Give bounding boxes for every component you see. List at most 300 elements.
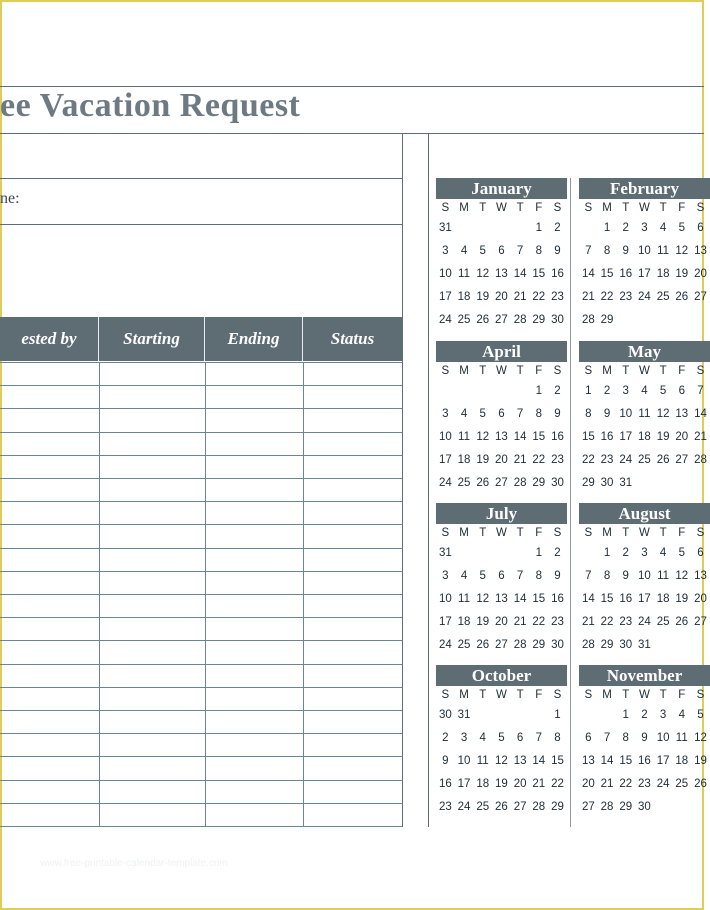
calendar-day[interactable]: 10 — [619, 408, 633, 420]
calendar-day[interactable]: 21 — [694, 431, 707, 443]
calendar-day[interactable]: 4 — [460, 408, 468, 420]
calendar-day[interactable]: 23 — [619, 616, 633, 628]
notes-field[interactable] — [0, 226, 400, 314]
calendar-day[interactable]: 3 — [622, 385, 629, 397]
calendar-day[interactable]: 25 — [675, 778, 689, 790]
table-cell[interactable] — [100, 804, 204, 825]
table-cell[interactable] — [206, 734, 302, 755]
table-cell[interactable] — [1, 757, 98, 778]
calendar-day[interactable]: 10 — [656, 732, 670, 744]
calendar-day[interactable]: 8 — [603, 245, 611, 257]
calendar-day[interactable]: 9 — [442, 755, 449, 767]
table-cell[interactable] — [304, 363, 401, 384]
table-cell[interactable] — [206, 572, 302, 593]
calendar-day[interactable]: 14 — [513, 431, 527, 443]
calendar-day[interactable]: 19 — [675, 593, 689, 605]
calendar-day[interactable]: 22 — [600, 291, 614, 303]
table-cell[interactable] — [100, 711, 204, 732]
table-cell[interactable] — [206, 641, 302, 662]
table-cell[interactable] — [1, 549, 98, 570]
calendar-day[interactable]: 28 — [513, 477, 527, 489]
calendar-day[interactable]: 14 — [532, 755, 546, 767]
calendar-day[interactable]: 19 — [476, 291, 490, 303]
calendar-day[interactable]: 18 — [656, 593, 670, 605]
calendar-day[interactable]: 28 — [581, 639, 595, 651]
calendar-day[interactable]: 15 — [600, 593, 614, 605]
calendar-day[interactable]: 20 — [581, 778, 595, 790]
table-cell[interactable] — [1, 433, 98, 454]
table-cell[interactable] — [1, 479, 98, 500]
calendar-day[interactable]: 22 — [532, 616, 546, 628]
calendar-day[interactable]: 26 — [495, 801, 508, 813]
calendar-day[interactable]: 22 — [532, 454, 546, 466]
calendar-day[interactable]: 2 — [554, 222, 561, 234]
calendar-day[interactable]: 28 — [513, 314, 527, 326]
table-cell[interactable] — [304, 409, 401, 430]
table-cell[interactable] — [1, 502, 98, 523]
calendar-day[interactable]: 26 — [694, 778, 707, 790]
calendar-day[interactable]: 16 — [438, 778, 452, 790]
table-cell[interactable] — [206, 549, 302, 570]
table-cell[interactable] — [206, 618, 302, 639]
calendar-day[interactable]: 11 — [675, 732, 688, 744]
calendar-day[interactable]: 3 — [641, 222, 648, 234]
table-cell[interactable] — [206, 456, 302, 477]
calendar-day[interactable]: 8 — [622, 732, 629, 744]
calendar-day[interactable]: 24 — [656, 778, 670, 790]
table-cell[interactable] — [206, 433, 302, 454]
table-cell[interactable] — [100, 757, 204, 778]
table-cell[interactable] — [100, 595, 204, 616]
calendar-day[interactable]: 20 — [513, 778, 527, 790]
calendar-day[interactable]: 31 — [457, 709, 471, 721]
calendar-day[interactable]: 12 — [476, 593, 490, 605]
calendar-day[interactable]: 6 — [498, 408, 505, 420]
calendar-day[interactable]: 5 — [479, 245, 486, 257]
calendar-day[interactable]: 6 — [516, 732, 524, 744]
calendar-day[interactable]: 23 — [619, 291, 633, 303]
calendar-day[interactable]: 13 — [495, 431, 508, 443]
calendar-day[interactable]: 21 — [581, 291, 595, 303]
calendar-day[interactable]: 11 — [657, 245, 670, 257]
calendar-day[interactable]: 23 — [438, 801, 452, 813]
table-cell[interactable] — [304, 433, 401, 454]
calendar-day[interactable]: 4 — [460, 245, 468, 257]
table-cell[interactable] — [100, 618, 204, 639]
calendar-day[interactable]: 25 — [476, 801, 490, 813]
calendar-day[interactable]: 1 — [603, 222, 611, 234]
calendar-day[interactable]: 9 — [641, 732, 648, 744]
calendar-day[interactable]: 28 — [581, 314, 595, 326]
calendar-day[interactable]: 22 — [581, 454, 595, 466]
calendar-day[interactable]: 23 — [551, 454, 564, 466]
calendar-day[interactable]: 31 — [438, 222, 452, 234]
calendar-day[interactable]: 15 — [581, 431, 595, 443]
table-cell[interactable] — [206, 804, 302, 825]
calendar-day[interactable]: 11 — [458, 431, 470, 443]
calendar-day[interactable]: 25 — [457, 639, 471, 651]
table-cell[interactable] — [206, 502, 302, 523]
calendar-day[interactable]: 12 — [675, 570, 689, 582]
calendar-day[interactable]: 24 — [438, 314, 452, 326]
table-cell[interactable] — [100, 641, 204, 662]
table-cell[interactable] — [100, 409, 204, 430]
calendar-day[interactable]: 4 — [659, 222, 667, 234]
calendar-day[interactable]: 14 — [581, 268, 595, 280]
calendar-day[interactable]: 13 — [495, 268, 508, 280]
table-cell[interactable] — [1, 409, 98, 430]
calendar-day[interactable]: 24 — [638, 616, 651, 628]
calendar-day[interactable]: 29 — [600, 314, 614, 326]
calendar-day[interactable]: 25 — [656, 291, 670, 303]
calendar-day[interactable]: 27 — [495, 477, 508, 489]
table-cell[interactable] — [100, 549, 204, 570]
calendar-day[interactable]: 20 — [495, 454, 508, 466]
calendar-day[interactable]: 27 — [675, 454, 689, 466]
calendar-day[interactable]: 5 — [479, 408, 486, 420]
calendar-day[interactable]: 5 — [678, 547, 685, 559]
calendar-day[interactable]: 1 — [554, 709, 561, 721]
table-cell[interactable] — [100, 433, 204, 454]
calendar-day[interactable]: 12 — [694, 732, 707, 744]
calendar-day[interactable]: 9 — [554, 408, 561, 420]
calendar-day[interactable]: 2 — [641, 709, 648, 721]
calendar-day[interactable]: 6 — [697, 222, 704, 234]
calendar-day[interactable]: 3 — [460, 732, 468, 744]
calendar-day[interactable]: 6 — [678, 385, 685, 397]
calendar-day[interactable]: 24 — [619, 454, 633, 466]
calendar-day[interactable]: 3 — [442, 245, 449, 257]
calendar-day[interactable]: 21 — [513, 616, 527, 628]
calendar-day[interactable]: 11 — [458, 268, 470, 280]
table-cell[interactable] — [1, 572, 98, 593]
table-cell[interactable] — [100, 734, 204, 755]
calendar-day[interactable]: 1 — [585, 385, 592, 397]
calendar-day[interactable]: 13 — [694, 245, 707, 257]
calendar-day[interactable]: 1 — [535, 222, 542, 234]
calendar-day[interactable]: 16 — [600, 431, 614, 443]
calendar-day[interactable]: 18 — [457, 291, 471, 303]
calendar-day[interactable]: 6 — [498, 245, 505, 257]
calendar-day[interactable]: 17 — [619, 431, 633, 443]
calendar-day[interactable]: 7 — [697, 385, 704, 397]
calendar-day[interactable]: 5 — [697, 709, 704, 721]
calendar-day[interactable]: 27 — [495, 314, 508, 326]
table-cell[interactable] — [304, 781, 401, 802]
calendar-day[interactable]: 15 — [532, 268, 546, 280]
calendar-day[interactable]: 24 — [438, 477, 452, 489]
calendar-day[interactable]: 7 — [585, 570, 592, 582]
calendar-day[interactable]: 17 — [438, 291, 452, 303]
calendar-day[interactable]: 12 — [476, 268, 490, 280]
calendar-day[interactable]: 12 — [675, 245, 689, 257]
calendar-day[interactable]: 2 — [554, 547, 561, 559]
calendar-day[interactable]: 15 — [532, 431, 546, 443]
calendar-day[interactable]: 9 — [603, 408, 611, 420]
calendar-day[interactable]: 29 — [581, 477, 595, 489]
table-cell[interactable] — [206, 781, 302, 802]
calendar-day[interactable]: 16 — [638, 755, 651, 767]
calendar-day[interactable]: 6 — [697, 547, 704, 559]
table-cell[interactable] — [206, 595, 302, 616]
table-cell[interactable] — [304, 665, 401, 686]
calendar-day[interactable]: 10 — [457, 755, 471, 767]
calendar-day[interactable]: 4 — [678, 709, 685, 721]
table-cell[interactable] — [304, 525, 401, 546]
calendar-day[interactable]: 28 — [600, 801, 614, 813]
calendar-day[interactable]: 11 — [476, 755, 489, 767]
calendar-day[interactable]: 27 — [694, 291, 707, 303]
calendar-day[interactable]: 5 — [678, 222, 685, 234]
calendar-day[interactable]: 30 — [438, 709, 452, 721]
calendar-day[interactable]: 3 — [442, 408, 449, 420]
calendar-day[interactable]: 13 — [581, 755, 595, 767]
calendar-day[interactable]: 19 — [476, 454, 490, 466]
calendar-day[interactable]: 8 — [535, 408, 542, 420]
calendar-day[interactable]: 7 — [585, 245, 592, 257]
table-cell[interactable] — [1, 688, 98, 709]
calendar-day[interactable]: 27 — [694, 616, 707, 628]
table-cell[interactable] — [1, 525, 98, 546]
calendar-day[interactable]: 25 — [638, 454, 651, 466]
calendar-day[interactable]: 14 — [513, 268, 527, 280]
calendar-day[interactable]: 20 — [694, 268, 707, 280]
table-cell[interactable] — [304, 618, 401, 639]
table-cell[interactable] — [304, 641, 401, 662]
table-cell[interactable] — [206, 688, 302, 709]
calendar-day[interactable]: 21 — [513, 454, 527, 466]
calendar-day[interactable]: 15 — [532, 593, 546, 605]
calendar-day[interactable]: 19 — [694, 755, 707, 767]
table-cell[interactable] — [1, 595, 98, 616]
table-cell[interactable] — [100, 456, 204, 477]
table-cell[interactable] — [304, 734, 401, 755]
table-cell[interactable] — [304, 688, 401, 709]
calendar-day[interactable]: 25 — [457, 477, 471, 489]
table-cell[interactable] — [100, 479, 204, 500]
table-cell[interactable] — [1, 641, 98, 662]
calendar-day[interactable]: 26 — [476, 314, 490, 326]
table-cell[interactable] — [304, 595, 401, 616]
calendar-day[interactable]: 30 — [551, 477, 564, 489]
calendar-day[interactable]: 27 — [495, 639, 508, 651]
calendar-day[interactable]: 19 — [675, 268, 689, 280]
calendar-day[interactable]: 5 — [479, 570, 486, 582]
calendar-day[interactable]: 31 — [638, 639, 651, 651]
calendar-day[interactable]: 21 — [532, 778, 546, 790]
table-cell[interactable] — [304, 386, 401, 407]
calendar-day[interactable]: 22 — [619, 778, 633, 790]
table-cell[interactable] — [100, 525, 204, 546]
calendar-day[interactable]: 10 — [438, 268, 452, 280]
calendar-day[interactable]: 27 — [513, 801, 527, 813]
calendar-day[interactable]: 31 — [438, 547, 452, 559]
calendar-day[interactable]: 18 — [656, 268, 670, 280]
calendar-day[interactable]: 23 — [551, 291, 564, 303]
table-cell[interactable] — [206, 386, 302, 407]
calendar-day[interactable]: 29 — [532, 314, 546, 326]
table-cell[interactable] — [304, 711, 401, 732]
calendar-day[interactable]: 16 — [551, 593, 564, 605]
calendar-day[interactable]: 22 — [600, 616, 614, 628]
calendar-day[interactable]: 18 — [476, 778, 490, 790]
calendar-day[interactable]: 12 — [656, 408, 670, 420]
calendar-day[interactable]: 28 — [532, 801, 546, 813]
calendar-day[interactable]: 4 — [641, 385, 648, 397]
calendar-day[interactable]: 5 — [659, 385, 667, 397]
table-cell[interactable] — [100, 688, 204, 709]
calendar-day[interactable]: 3 — [442, 570, 449, 582]
calendar-day[interactable]: 29 — [619, 801, 633, 813]
table-cell[interactable] — [1, 665, 98, 686]
calendar-day[interactable]: 11 — [638, 408, 651, 420]
calendar-day[interactable]: 13 — [694, 570, 707, 582]
calendar-day[interactable]: 29 — [532, 639, 546, 651]
calendar-day[interactable]: 30 — [551, 314, 564, 326]
calendar-day[interactable]: 23 — [551, 616, 564, 628]
calendar-day[interactable]: 25 — [457, 314, 471, 326]
table-cell[interactable] — [304, 757, 401, 778]
calendar-day[interactable]: 11 — [458, 593, 470, 605]
calendar-day[interactable]: 6 — [585, 732, 592, 744]
calendar-day[interactable]: 19 — [656, 431, 670, 443]
table-cell[interactable] — [206, 409, 302, 430]
calendar-day[interactable]: 14 — [581, 593, 595, 605]
calendar-day[interactable]: 11 — [657, 570, 670, 582]
calendar-day[interactable]: 2 — [622, 547, 629, 559]
calendar-day[interactable]: 4 — [479, 732, 486, 744]
calendar-day[interactable]: 31 — [619, 477, 633, 489]
table-cell[interactable] — [100, 386, 204, 407]
calendar-day[interactable]: 30 — [551, 639, 564, 651]
calendar-day[interactable]: 24 — [638, 291, 651, 303]
calendar-day[interactable]: 14 — [600, 755, 614, 767]
calendar-day[interactable]: 3 — [641, 547, 648, 559]
calendar-day[interactable]: 9 — [622, 245, 629, 257]
calendar-day[interactable]: 1 — [535, 385, 542, 397]
calendar-day[interactable]: 2 — [442, 732, 449, 744]
calendar-day[interactable]: 15 — [619, 755, 633, 767]
calendar-day[interactable]: 17 — [438, 454, 452, 466]
calendar-day[interactable]: 26 — [476, 477, 490, 489]
calendar-day[interactable]: 4 — [659, 547, 667, 559]
calendar-day[interactable]: 18 — [675, 755, 689, 767]
table-cell[interactable] — [100, 502, 204, 523]
calendar-day[interactable]: 15 — [600, 268, 614, 280]
calendar-day[interactable]: 2 — [554, 385, 561, 397]
table-cell[interactable] — [100, 572, 204, 593]
calendar-day[interactable]: 10 — [638, 245, 651, 257]
table-cell[interactable] — [304, 572, 401, 593]
calendar-day[interactable]: 12 — [476, 431, 490, 443]
calendar-day[interactable]: 8 — [535, 245, 542, 257]
table-cell[interactable] — [206, 363, 302, 384]
calendar-day[interactable]: 8 — [554, 732, 561, 744]
calendar-day[interactable]: 14 — [694, 408, 707, 420]
calendar-day[interactable]: 17 — [656, 755, 670, 767]
calendar-day[interactable]: 2 — [622, 222, 629, 234]
calendar-day[interactable]: 13 — [495, 593, 508, 605]
calendar-day[interactable]: 12 — [495, 755, 508, 767]
calendar-day[interactable]: 21 — [581, 616, 595, 628]
calendar-day[interactable]: 18 — [457, 454, 471, 466]
calendar-day[interactable]: 26 — [675, 616, 689, 628]
calendar-day[interactable]: 1 — [535, 547, 542, 559]
calendar-day[interactable]: 8 — [603, 570, 611, 582]
calendar-day[interactable]: 16 — [551, 268, 564, 280]
table-cell[interactable] — [304, 456, 401, 477]
calendar-day[interactable]: 10 — [438, 431, 452, 443]
calendar-day[interactable]: 16 — [619, 593, 633, 605]
calendar-day[interactable]: 25 — [656, 616, 670, 628]
calendar-day[interactable]: 13 — [675, 408, 689, 420]
calendar-day[interactable]: 9 — [622, 570, 629, 582]
table-cell[interactable] — [304, 502, 401, 523]
calendar-day[interactable]: 24 — [438, 639, 452, 651]
table-cell[interactable] — [1, 711, 98, 732]
calendar-day[interactable]: 7 — [516, 570, 524, 582]
calendar-day[interactable]: 17 — [438, 616, 452, 628]
table-cell[interactable] — [206, 525, 302, 546]
table-cell[interactable] — [206, 757, 302, 778]
calendar-day[interactable]: 30 — [619, 639, 633, 651]
calendar-day[interactable]: 7 — [603, 732, 611, 744]
table-cell[interactable] — [1, 618, 98, 639]
calendar-day[interactable]: 17 — [638, 593, 651, 605]
table-cell[interactable] — [206, 665, 302, 686]
calendar-day[interactable]: 18 — [457, 616, 471, 628]
calendar-day[interactable]: 24 — [457, 801, 471, 813]
calendar-day[interactable]: 22 — [551, 778, 564, 790]
calendar-day[interactable]: 8 — [585, 408, 592, 420]
calendar-day[interactable]: 6 — [498, 570, 505, 582]
calendar-day[interactable]: 26 — [656, 454, 670, 466]
calendar-day[interactable]: 18 — [638, 431, 651, 443]
calendar-day[interactable]: 20 — [495, 616, 508, 628]
calendar-day[interactable]: 10 — [438, 593, 452, 605]
table-cell[interactable] — [1, 456, 98, 477]
table-cell[interactable] — [1, 804, 98, 825]
calendar-day[interactable]: 20 — [694, 593, 707, 605]
table-cell[interactable] — [304, 549, 401, 570]
calendar-day[interactable]: 7 — [516, 245, 524, 257]
calendar-day[interactable]: 7 — [516, 408, 524, 420]
calendar-day[interactable]: 28 — [513, 639, 527, 651]
calendar-day[interactable]: 13 — [513, 755, 527, 767]
calendar-day[interactable]: 22 — [532, 291, 546, 303]
calendar-day[interactable]: 16 — [619, 268, 633, 280]
table-cell[interactable] — [206, 479, 302, 500]
calendar-day[interactable]: 23 — [638, 778, 651, 790]
calendar-day[interactable]: 17 — [457, 778, 471, 790]
calendar-day[interactable]: 4 — [460, 570, 468, 582]
calendar-day[interactable]: 19 — [495, 778, 508, 790]
calendar-day[interactable]: 26 — [476, 639, 490, 651]
calendar-day[interactable]: 16 — [551, 431, 564, 443]
calendar-day[interactable]: 9 — [554, 245, 561, 257]
table-cell[interactable] — [100, 781, 204, 802]
table-cell[interactable] — [100, 363, 204, 384]
calendar-day[interactable]: 1 — [622, 709, 629, 721]
calendar-day[interactable]: 21 — [600, 778, 614, 790]
calendar-day[interactable]: 3 — [659, 709, 667, 721]
calendar-day[interactable]: 7 — [535, 732, 542, 744]
calendar-day[interactable]: 26 — [675, 291, 689, 303]
calendar-day[interactable]: 29 — [600, 639, 614, 651]
table-cell[interactable] — [1, 734, 98, 755]
calendar-day[interactable]: 23 — [600, 454, 614, 466]
table-cell[interactable] — [100, 665, 204, 686]
